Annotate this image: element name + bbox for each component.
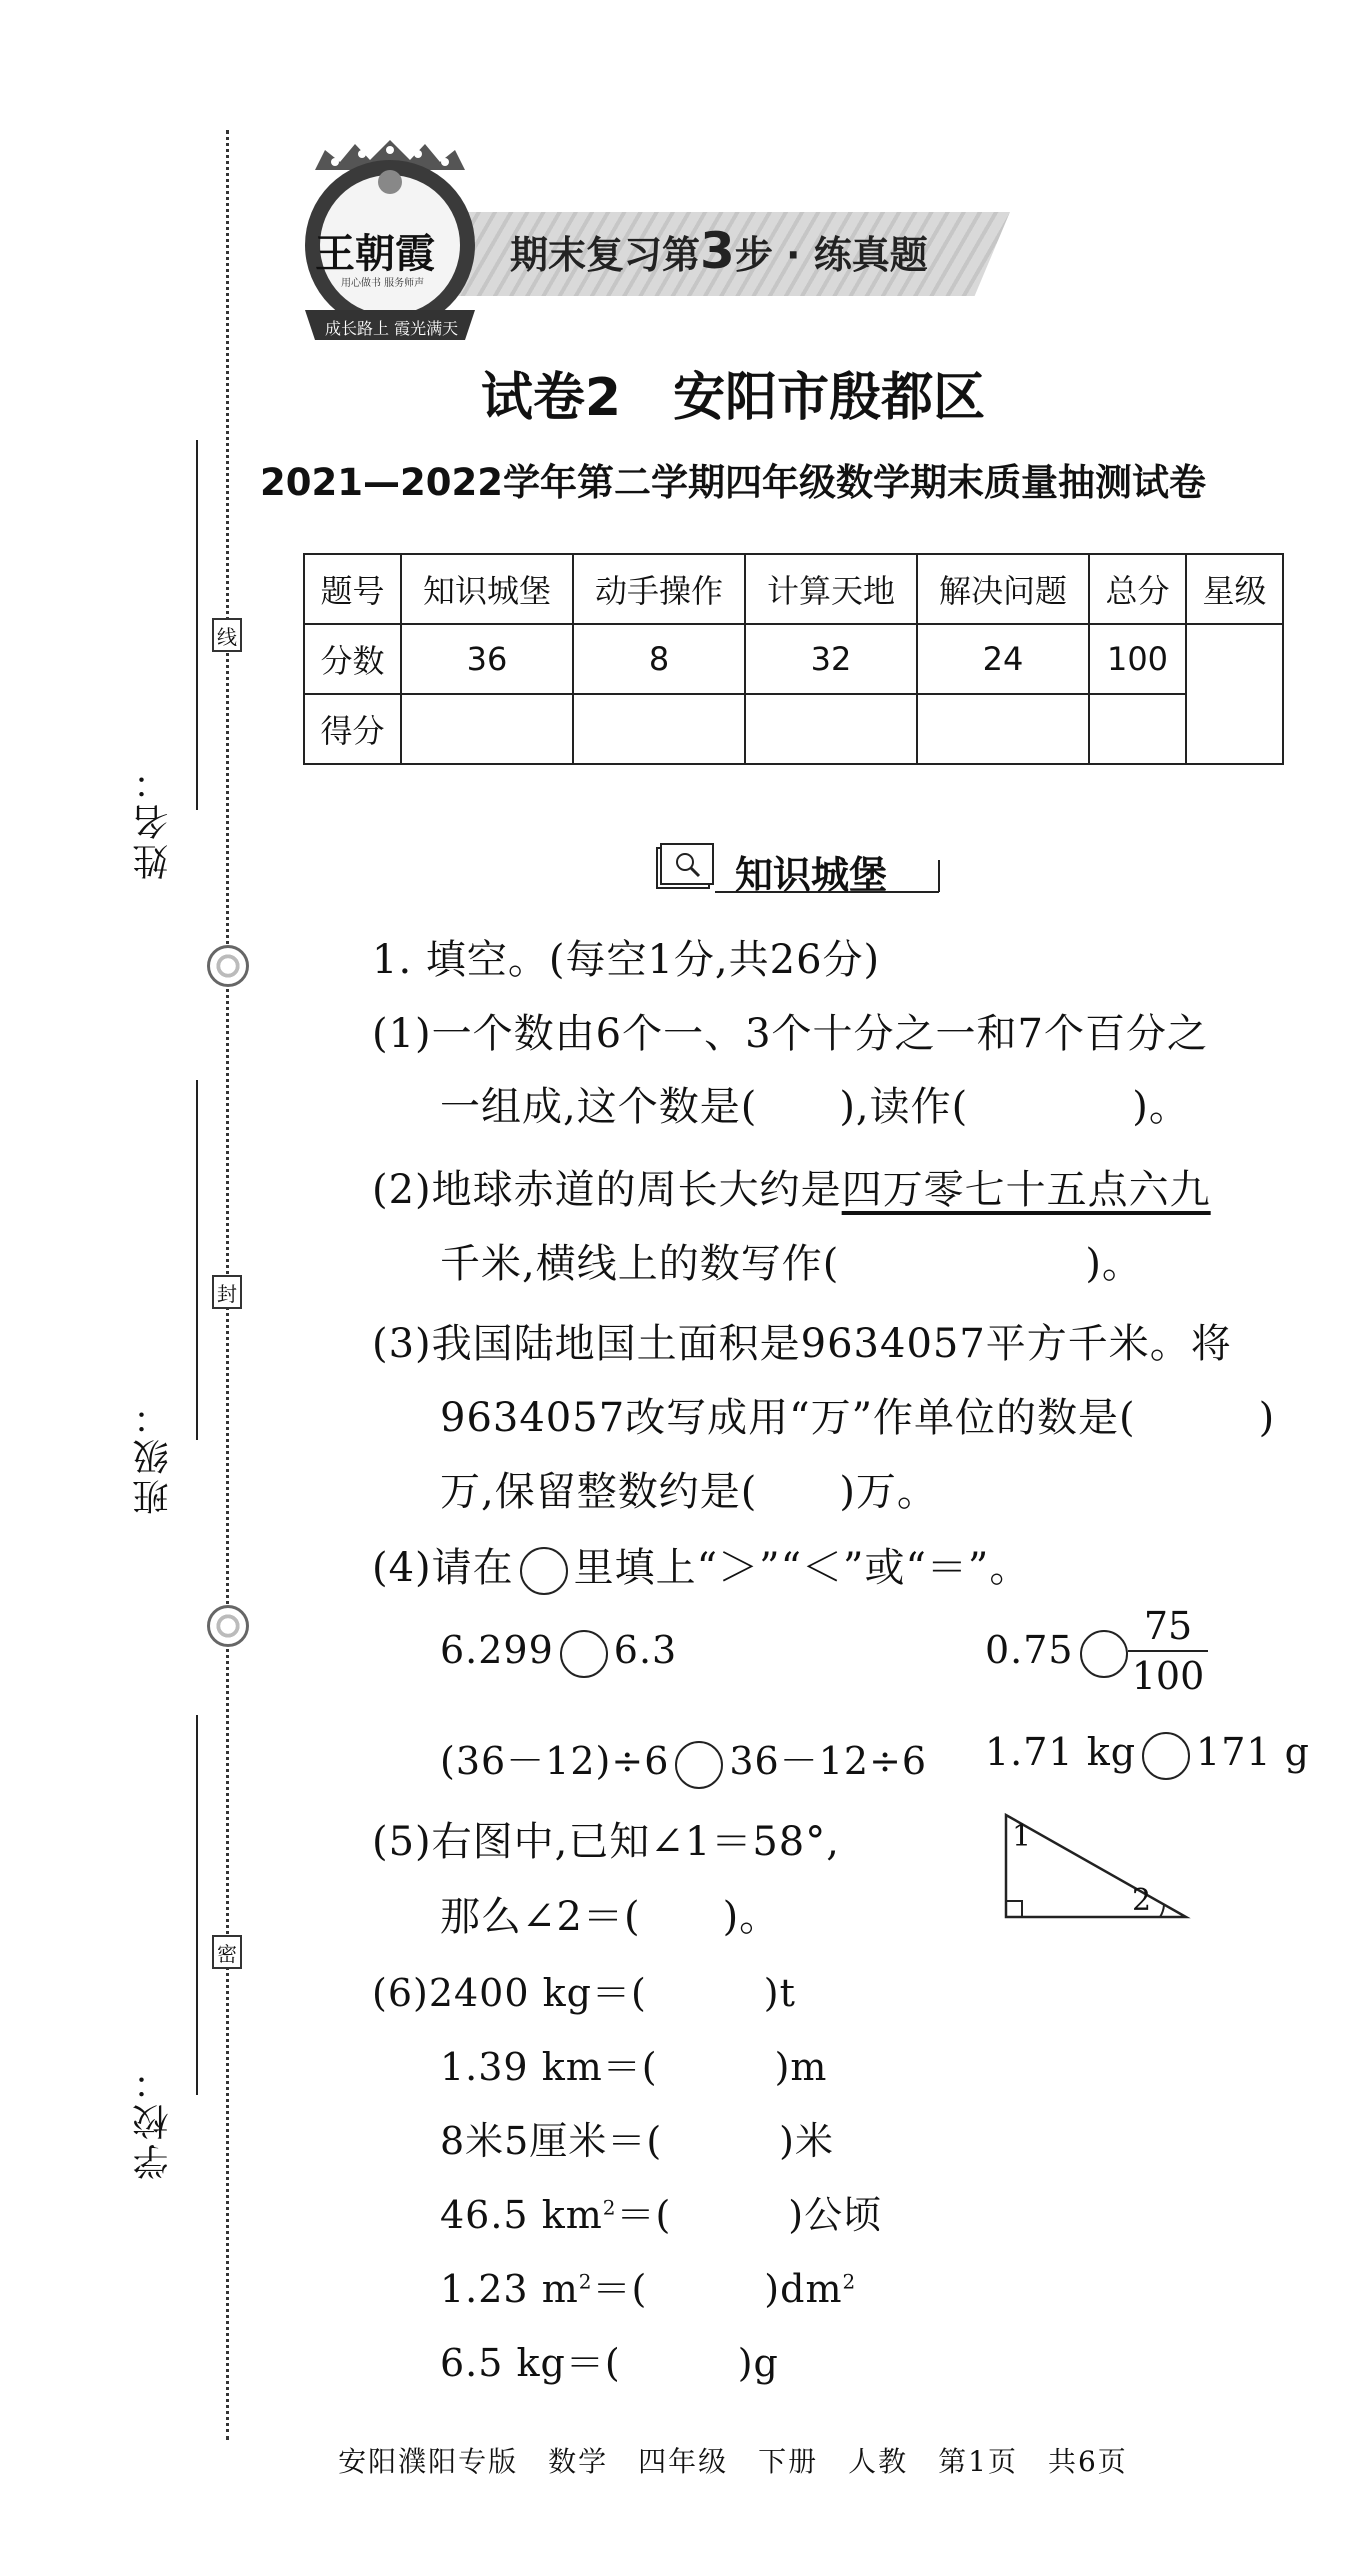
compare-left: 6.299	[440, 1628, 554, 1672]
page-title: 试卷2 安阳市殷都区	[480, 368, 986, 428]
unit-text: 1.23 m	[440, 2267, 579, 2311]
table-row	[304, 624, 1283, 694]
table-cell: 24	[917, 624, 1089, 694]
table-header-cell: 解决问题	[917, 554, 1089, 624]
question-1-6-line4	[440, 2184, 882, 2239]
question-1-6-line2: 1.39 km＝( )m	[440, 2045, 828, 2089]
table-row-label: 分数	[304, 624, 401, 694]
compare-circle[interactable]	[1080, 1630, 1128, 1678]
school-label: 学校：	[133, 2060, 174, 2180]
table-cell: 100	[1089, 624, 1186, 694]
compare-item-4	[985, 1730, 1310, 1780]
name-label: 姓名：	[133, 760, 174, 880]
q4-text: (4)请在	[372, 1545, 514, 1591]
superscript: 2	[578, 2269, 593, 2294]
school-fill-line	[196, 1715, 198, 2095]
table-cell: 36	[401, 624, 573, 694]
table-header-cell: 动手操作	[573, 554, 745, 624]
question-1-3-line3: 万,保留整数约是( )万。	[440, 1469, 938, 1515]
table-cell: 32	[745, 624, 917, 694]
superscript: 2	[842, 2269, 857, 2294]
brand-logo	[295, 140, 485, 355]
logo-name: 王朝霞	[315, 231, 435, 277]
superscript: 2	[602, 2195, 617, 2220]
question-1-5-line2: 那么∠2＝( )。	[440, 1894, 781, 1940]
angle-2-label: 2	[1132, 1883, 1152, 1918]
question-1-2-line2: 千米,横线上的数写作( )。	[440, 1241, 1143, 1287]
compare-circle[interactable]	[1142, 1732, 1190, 1780]
question-1-heading: 1. 填空。(每空1分,共26分)	[372, 937, 881, 983]
compare-item-2	[985, 1628, 1134, 1678]
table-row	[304, 554, 1283, 624]
cut-label-feng: 封	[212, 1275, 242, 1309]
table-cell: 8	[573, 624, 745, 694]
score-input-cell[interactable]	[745, 694, 917, 764]
compare-left: (36－12)÷6	[440, 1739, 670, 1783]
flower-icon	[207, 945, 249, 987]
logo-motto: 成长路上 霞光满天	[325, 319, 459, 338]
question-1-3-line2: 9634057改写成用“万”作单位的数是( )	[440, 1395, 1276, 1441]
page-subtitle: 2021—2022学年第二学期四年级数学期末质量抽测试卷	[260, 461, 1206, 504]
class-fill-line	[196, 1080, 198, 1440]
triangle-figure	[1000, 1805, 1200, 1925]
table-header-cell: 星级	[1186, 554, 1283, 624]
unit-text: ＝( )dm	[592, 2267, 843, 2311]
question-1-4-line1	[372, 1536, 1030, 1595]
unit-text: 46.5 km	[440, 2193, 603, 2237]
question-1-6-line6: 6.5 kg＝( )g	[440, 2341, 779, 2385]
fraction-bar	[1128, 1650, 1208, 1652]
cut-label-mi: 密	[212, 1935, 242, 1969]
compare-right: 36－12÷6	[729, 1739, 928, 1783]
compare-right: 171 g	[1196, 1730, 1310, 1774]
star-rating-cell[interactable]	[1186, 624, 1283, 764]
fraction-denominator: 100	[1131, 1654, 1205, 1698]
q2-text: (2)地球赤道的周长大约是	[372, 1167, 842, 1213]
question-1-6-line1: (6)2400 kg＝( )t	[372, 1971, 796, 2015]
angle-1-label: 1	[1012, 1819, 1032, 1854]
flower-icon	[207, 1605, 249, 1647]
cut-label-xian: 线	[212, 618, 242, 652]
question-1-6-line5	[440, 2258, 856, 2313]
compare-item-1	[440, 1628, 677, 1678]
table-header-cell: 总分	[1089, 554, 1186, 624]
class-label: 班级：	[133, 1395, 174, 1515]
q4-text: 里填上“＞”“＜”或“＝”。	[573, 1545, 1031, 1591]
compare-left: 1.71 kg	[985, 1730, 1137, 1774]
score-input-cell[interactable]	[1089, 694, 1186, 764]
fraction	[1128, 1604, 1208, 1698]
compare-circle[interactable]	[675, 1741, 723, 1789]
q2-underlined-text: 四万零七十五点六九	[841, 1167, 1211, 1213]
compare-left: 0.75	[985, 1628, 1074, 1672]
banner-text: 期末复习第3步 · 练真题	[510, 222, 928, 280]
logo-slogan: 用心做书 服务师声	[341, 278, 425, 289]
fraction-numerator: 75	[1143, 1604, 1193, 1648]
compare-right: 6.3	[613, 1628, 678, 1672]
table-row	[304, 694, 1283, 764]
score-table	[303, 553, 1284, 765]
compare-circle[interactable]	[560, 1630, 608, 1678]
score-input-cell[interactable]	[573, 694, 745, 764]
score-input-cell[interactable]	[401, 694, 573, 764]
table-header-cell: 计算天地	[745, 554, 917, 624]
question-1-1-line1: (1)一个数由6个一、3个十分之一和7个百分之	[372, 1011, 1209, 1057]
section-heading	[655, 840, 945, 898]
question-1-1-line2: 一组成,这个数是( ),读作( )。	[440, 1084, 1190, 1130]
unit-text: ＝( )公顷	[616, 2193, 883, 2237]
question-1-5-line1: (5)右图中,已知∠1＝58°,	[372, 1819, 840, 1865]
question-1-2-line1	[372, 1158, 1211, 1215]
question-1-6-line3: 8米5厘米＝( )米	[440, 2119, 835, 2163]
table-row-label: 得分	[304, 694, 401, 764]
table-header-cell: 题号	[304, 554, 401, 624]
question-1-3-line1: (3)我国陆地国土面积是9634057平方千米。将	[372, 1321, 1232, 1367]
score-input-cell[interactable]	[917, 694, 1089, 764]
table-header-cell: 知识城堡	[401, 554, 573, 624]
page-footer: 安阳濮阳专版 数学 四年级 下册 人教 第1页 共6页	[338, 2445, 1128, 2478]
section-title: 知识城堡	[735, 853, 888, 897]
compare-circle	[520, 1547, 568, 1595]
compare-item-3	[440, 1730, 927, 1789]
